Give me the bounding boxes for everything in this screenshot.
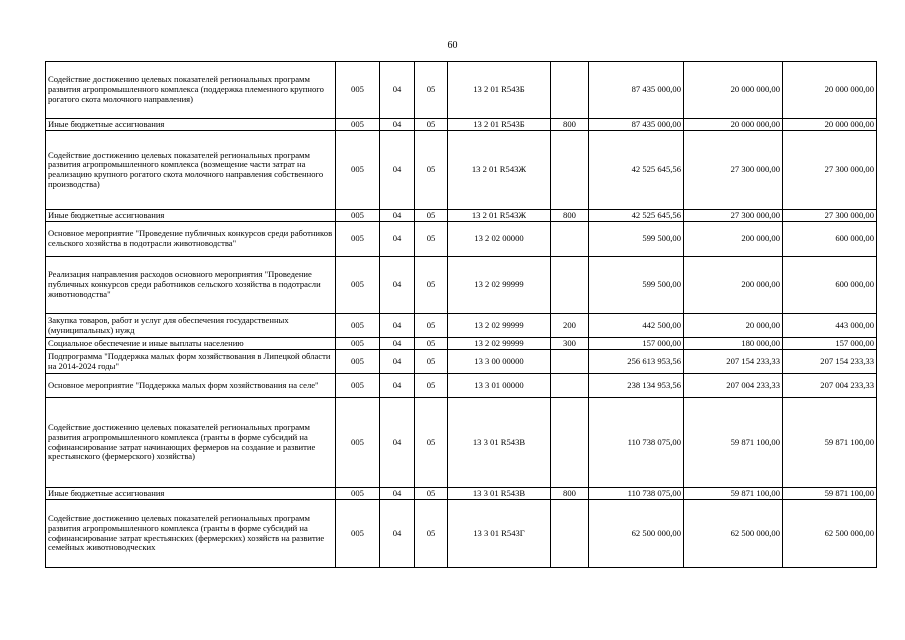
subsection-code: 05 bbox=[415, 222, 448, 257]
expense-type: 200 bbox=[551, 314, 589, 338]
ministry-code: 005 bbox=[336, 350, 380, 374]
ministry-code: 005 bbox=[336, 222, 380, 257]
target-article: 13 3 01 00000 bbox=[448, 374, 551, 398]
target-article: 13 3 01 R543Г bbox=[448, 500, 551, 568]
table-row bbox=[46, 257, 877, 314]
amount-2025: 27 300 000,00 bbox=[783, 210, 877, 222]
amount-2023: 157 000,00 bbox=[589, 338, 684, 350]
section-code: 04 bbox=[380, 119, 415, 131]
subsection-code: 05 bbox=[415, 500, 448, 568]
amount-2023: 599 500,00 bbox=[589, 222, 684, 257]
row-name: Содействие достижению целевых показателей региональных программ развития агропромышленного комплекса (гранты в форме субсидий на софинансирование затрат начинающих фермеров на создание и развитие крестьянского (фермерского) хозяйства) bbox=[46, 398, 336, 488]
section-code: 04 bbox=[380, 338, 415, 350]
amount-2023: 42 525 645,56 bbox=[589, 210, 684, 222]
subsection-code: 05 bbox=[415, 62, 448, 119]
amount-2024: 207 004 233,33 bbox=[684, 374, 783, 398]
ministry-code: 005 bbox=[336, 374, 380, 398]
expense-type: 300 bbox=[551, 338, 589, 350]
expense-type bbox=[551, 374, 589, 398]
table-row bbox=[46, 222, 877, 257]
row-name: Иные бюджетные ассигнования bbox=[46, 119, 336, 131]
row-name: Подпрограмма "Поддержка малых форм хозяйствования в Липецкой области на 2014-2024 годы" bbox=[46, 350, 336, 374]
ministry-code: 005 bbox=[336, 257, 380, 314]
subsection-code: 05 bbox=[415, 374, 448, 398]
section-code: 04 bbox=[380, 222, 415, 257]
amount-2024: 20 000 000,00 bbox=[684, 62, 783, 119]
ministry-code: 005 bbox=[336, 131, 380, 210]
row-name: Содействие достижению целевых показателей региональных программ развития агропромышленного комплекса (гранты в форме субсидий на софинансирование затрат крестьянских (фермерских) хозяйств на развитие семейных животноводческих bbox=[46, 500, 336, 568]
amount-2023: 238 134 953,56 bbox=[589, 374, 684, 398]
amount-2024: 59 871 100,00 bbox=[684, 398, 783, 488]
section-code: 04 bbox=[380, 210, 415, 222]
expense-type: 800 bbox=[551, 119, 589, 131]
table-row bbox=[46, 62, 877, 119]
amount-2025: 600 000,00 bbox=[783, 257, 877, 314]
subsection-code: 05 bbox=[415, 398, 448, 488]
row-name: Содействие достижению целевых показателей региональных программ развития агропромышленного комплекса (возмещение части затрат на реализацию крупного рогатого скота молочного направления собственного производства) bbox=[46, 131, 336, 210]
amount-2025: 157 000,00 bbox=[783, 338, 877, 350]
ministry-code: 005 bbox=[336, 314, 380, 338]
ministry-code: 005 bbox=[336, 210, 380, 222]
table-row bbox=[46, 374, 877, 398]
table-row bbox=[46, 398, 877, 488]
amount-2024: 20 000,00 bbox=[684, 314, 783, 338]
amount-2024: 207 154 233,33 bbox=[684, 350, 783, 374]
row-name: Иные бюджетные ассигнования bbox=[46, 210, 336, 222]
subsection-code: 05 bbox=[415, 314, 448, 338]
expense-type bbox=[551, 350, 589, 374]
budget-table bbox=[45, 61, 877, 568]
expense-type: 800 bbox=[551, 488, 589, 500]
subsection-code: 05 bbox=[415, 131, 448, 210]
amount-2025: 62 500 000,00 bbox=[783, 500, 877, 568]
amount-2024: 62 500 000,00 bbox=[684, 500, 783, 568]
row-name: Содействие достижению целевых показателей региональных программ развития агропромышленного комплекса (поддержка племенного крупного рогатого скота молочного направления) bbox=[46, 62, 336, 119]
expense-type bbox=[551, 257, 589, 314]
expense-type bbox=[551, 62, 589, 119]
ministry-code: 005 bbox=[336, 488, 380, 500]
row-name: Реализация направления расходов основного мероприятия "Проведение публичных конкурсов среди работников сельского хозяйства в подотрасли животноводства" bbox=[46, 257, 336, 314]
subsection-code: 05 bbox=[415, 210, 448, 222]
amount-2024: 200 000,00 bbox=[684, 257, 783, 314]
table-row bbox=[46, 350, 877, 374]
amount-2025: 20 000 000,00 bbox=[783, 62, 877, 119]
amount-2025: 443 000,00 bbox=[783, 314, 877, 338]
page-number: 60 bbox=[447, 40, 458, 51]
amount-2023: 110 738 075,00 bbox=[589, 398, 684, 488]
amount-2025: 27 300 000,00 bbox=[783, 131, 877, 210]
amount-2024: 180 000,00 bbox=[684, 338, 783, 350]
amount-2025: 59 871 100,00 bbox=[783, 398, 877, 488]
target-article: 13 3 01 R543В bbox=[448, 488, 551, 500]
amount-2024: 20 000 000,00 bbox=[684, 119, 783, 131]
table-row bbox=[46, 488, 877, 500]
row-name: Социальное обеспечение и иные выплаты населению bbox=[46, 338, 336, 350]
amount-2025: 20 000 000,00 bbox=[783, 119, 877, 131]
section-code: 04 bbox=[380, 488, 415, 500]
ministry-code: 005 bbox=[336, 119, 380, 131]
amount-2023: 442 500,00 bbox=[589, 314, 684, 338]
row-name: Основное мероприятие "Проведение публичных конкурсов среди работников сельского хозяйства в подотрасли животноводства" bbox=[46, 222, 336, 257]
amount-2023: 599 500,00 bbox=[589, 257, 684, 314]
ministry-code: 005 bbox=[336, 500, 380, 568]
amount-2023: 42 525 645,56 bbox=[589, 131, 684, 210]
table-row bbox=[46, 210, 877, 222]
amount-2025: 600 000,00 bbox=[783, 222, 877, 257]
ministry-code: 005 bbox=[336, 62, 380, 119]
ministry-code: 005 bbox=[336, 398, 380, 488]
amount-2024: 200 000,00 bbox=[684, 222, 783, 257]
target-article: 13 3 01 R543В bbox=[448, 398, 551, 488]
amount-2023: 110 738 075,00 bbox=[589, 488, 684, 500]
expense-type bbox=[551, 398, 589, 488]
table-row bbox=[46, 131, 877, 210]
target-article: 13 2 02 99999 bbox=[448, 257, 551, 314]
section-code: 04 bbox=[380, 62, 415, 119]
section-code: 04 bbox=[380, 500, 415, 568]
row-name: Основное мероприятие "Поддержка малых форм хозяйствования на селе" bbox=[46, 374, 336, 398]
expense-type bbox=[551, 222, 589, 257]
section-code: 04 bbox=[380, 398, 415, 488]
amount-2024: 59 871 100,00 bbox=[684, 488, 783, 500]
subsection-code: 05 bbox=[415, 119, 448, 131]
expense-type bbox=[551, 131, 589, 210]
target-article: 13 2 01 R543Б bbox=[448, 119, 551, 131]
amount-2025: 207 154 233,33 bbox=[783, 350, 877, 374]
amount-2025: 59 871 100,00 bbox=[783, 488, 877, 500]
expense-type bbox=[551, 500, 589, 568]
row-name: Закупка товаров, работ и услуг для обеспечения государственных (муниципальных) нужд bbox=[46, 314, 336, 338]
amount-2023: 87 435 000,00 bbox=[589, 119, 684, 131]
target-article: 13 3 00 00000 bbox=[448, 350, 551, 374]
amount-2025: 207 004 233,33 bbox=[783, 374, 877, 398]
budget-table-body bbox=[46, 62, 877, 568]
table-row bbox=[46, 500, 877, 568]
target-article: 13 2 02 00000 bbox=[448, 222, 551, 257]
amount-2023: 87 435 000,00 bbox=[589, 62, 684, 119]
row-name: Иные бюджетные ассигнования bbox=[46, 488, 336, 500]
target-article: 13 2 02 99999 bbox=[448, 338, 551, 350]
target-article: 13 2 01 R543Ж bbox=[448, 131, 551, 210]
section-code: 04 bbox=[380, 374, 415, 398]
subsection-code: 05 bbox=[415, 488, 448, 500]
table-row bbox=[46, 314, 877, 338]
section-code: 04 bbox=[380, 314, 415, 338]
amount-2024: 27 300 000,00 bbox=[684, 131, 783, 210]
target-article: 13 2 02 99999 bbox=[448, 314, 551, 338]
ministry-code: 005 bbox=[336, 338, 380, 350]
subsection-code: 05 bbox=[415, 350, 448, 374]
section-code: 04 bbox=[380, 131, 415, 210]
table-row bbox=[46, 338, 877, 350]
subsection-code: 05 bbox=[415, 338, 448, 350]
target-article: 13 2 01 R543Ж bbox=[448, 210, 551, 222]
section-code: 04 bbox=[380, 257, 415, 314]
subsection-code: 05 bbox=[415, 257, 448, 314]
target-article: 13 2 01 R543Б bbox=[448, 62, 551, 119]
section-code: 04 bbox=[380, 350, 415, 374]
amount-2024: 27 300 000,00 bbox=[684, 210, 783, 222]
table-row bbox=[46, 119, 877, 131]
amount-2023: 256 613 953,56 bbox=[589, 350, 684, 374]
expense-type: 800 bbox=[551, 210, 589, 222]
amount-2023: 62 500 000,00 bbox=[589, 500, 684, 568]
